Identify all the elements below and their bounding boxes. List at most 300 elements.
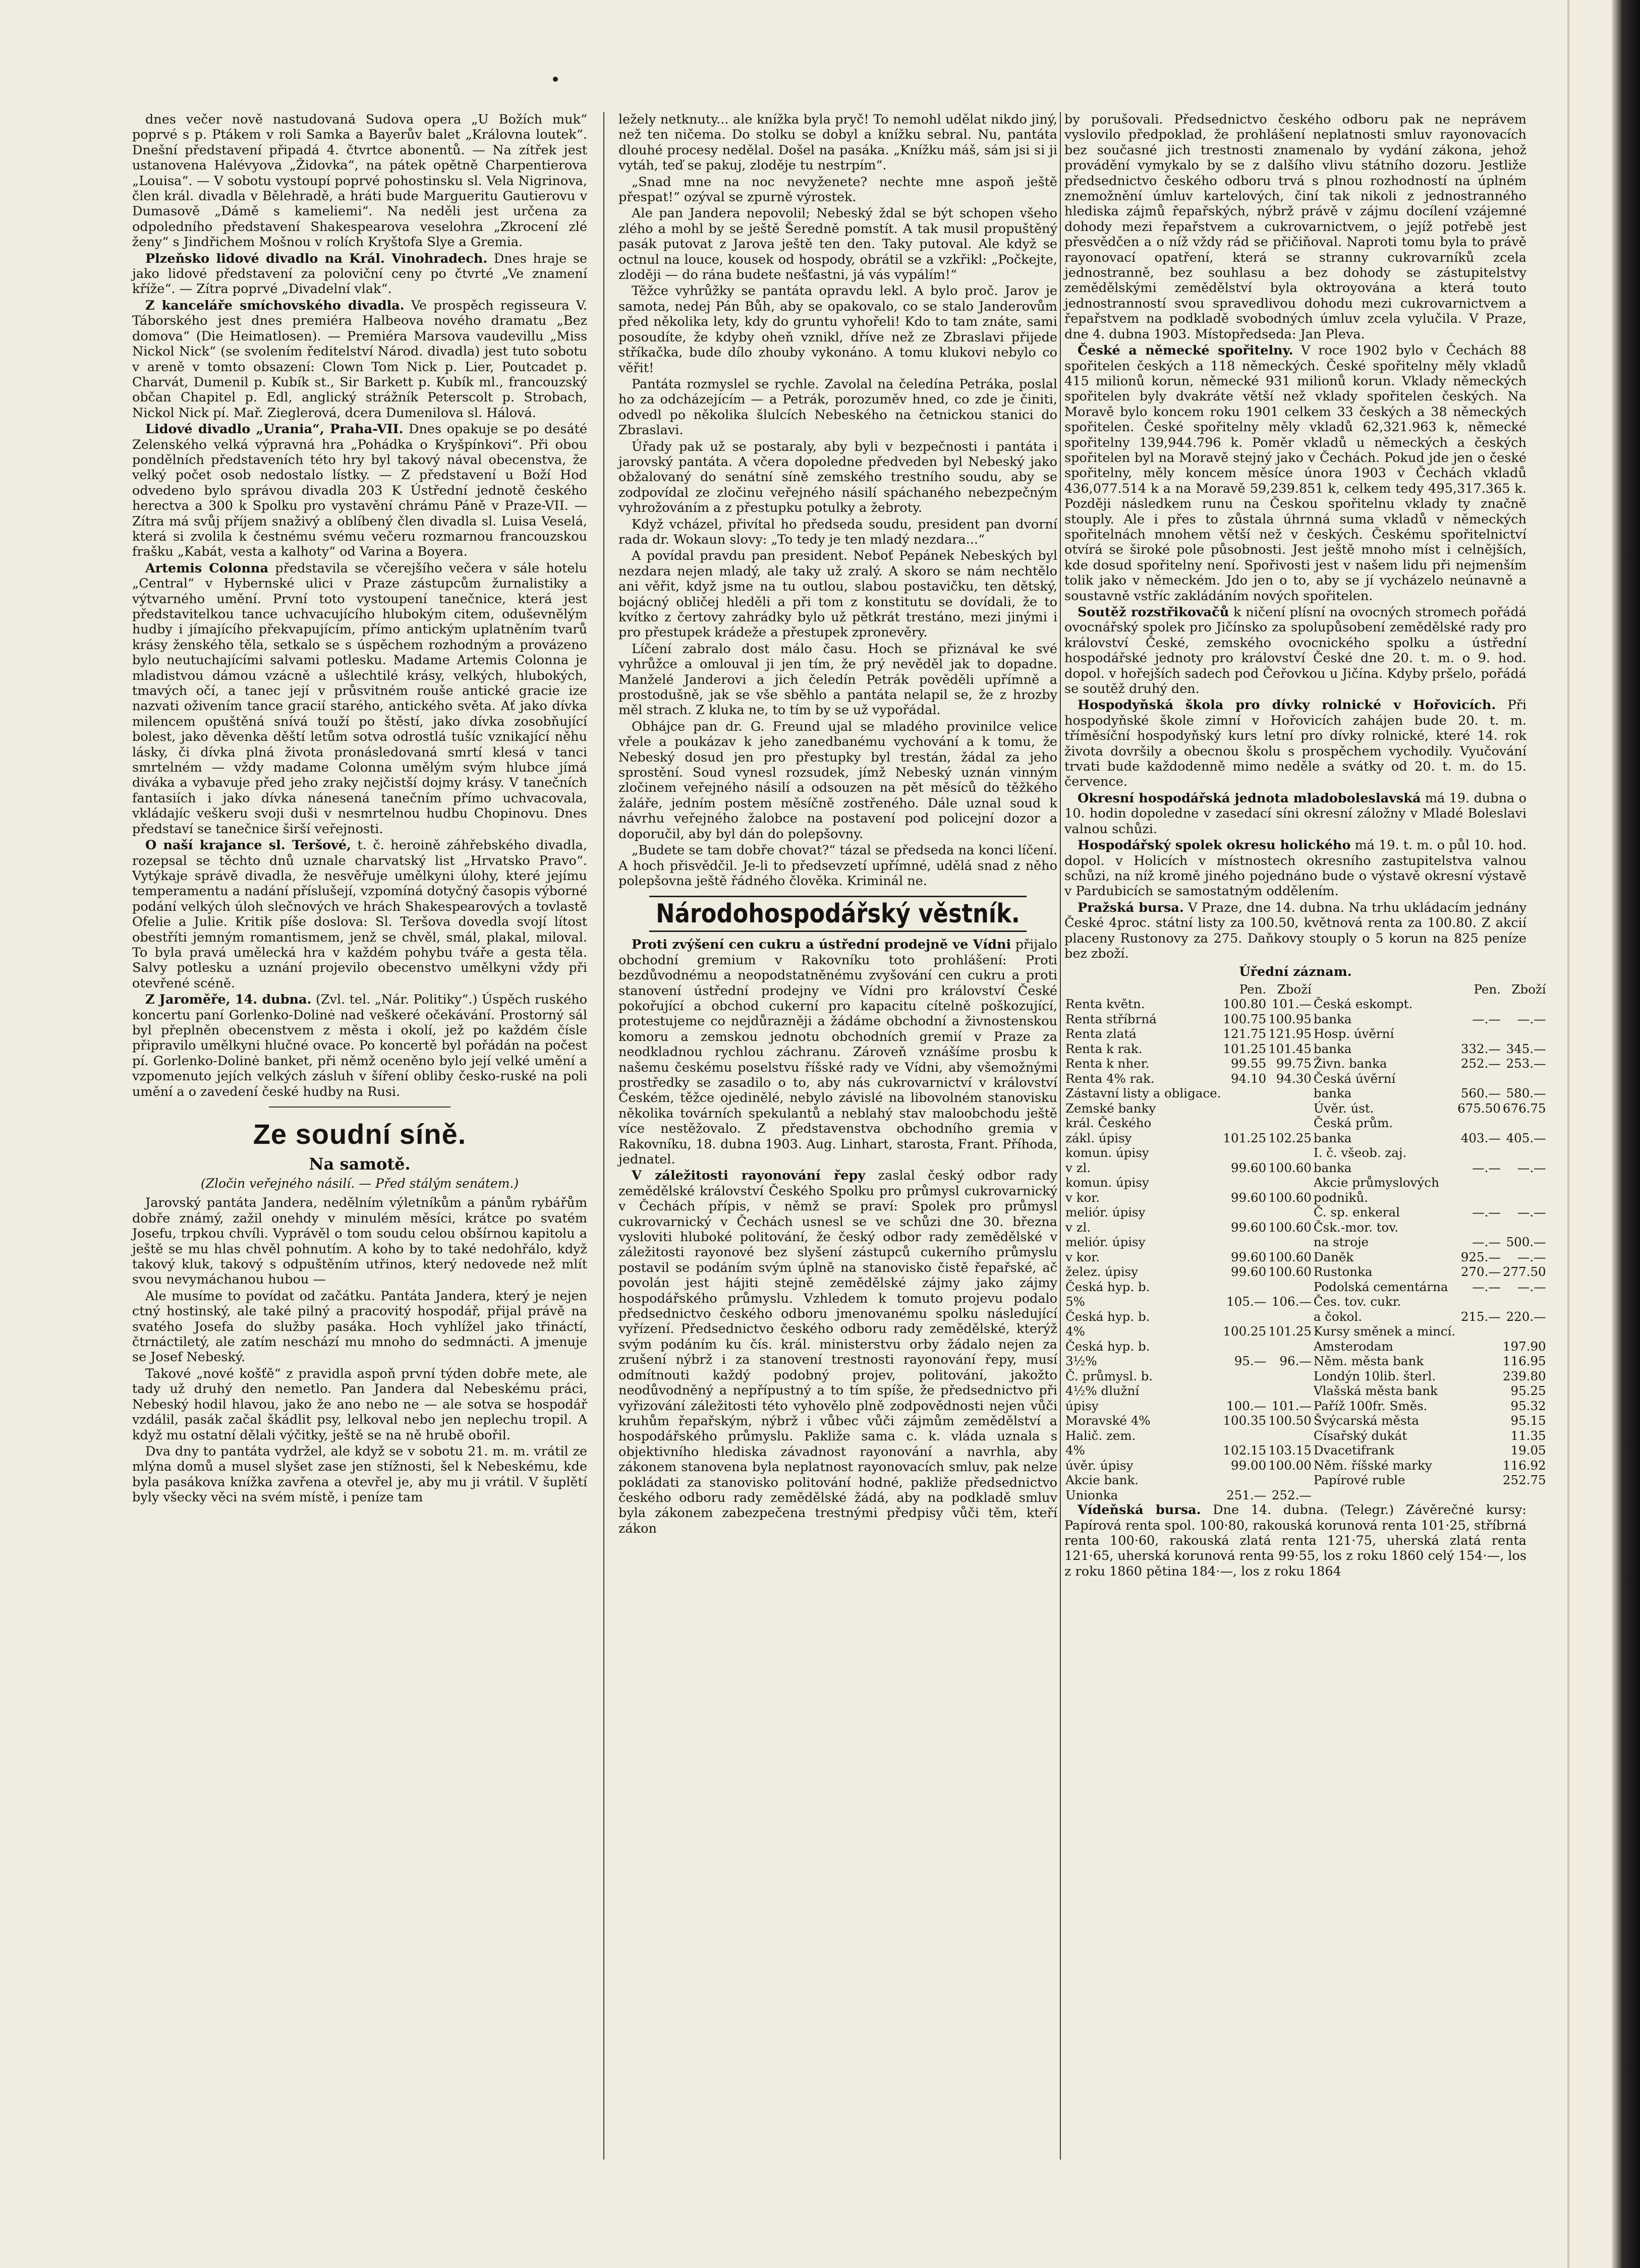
table-cell: 252.75	[1502, 1473, 1546, 1488]
table-row	[1064, 1309, 1547, 1324]
table-cell	[1456, 1324, 1502, 1339]
paragraph-lead: České a německé spořitelny.	[1078, 343, 1293, 359]
table-cell	[1222, 1280, 1267, 1295]
paragraph-lead: Soutěž rozstřikovačů	[1078, 605, 1229, 620]
table-cell: 3½%	[1065, 1354, 1097, 1369]
paragraph-lead: Okresní hospodářská jednota mladoboleslavská	[1078, 790, 1421, 806]
table-row	[1064, 1443, 1547, 1458]
paragraph-body: Při hospodyňské škole zimní v Hořovicích zahájen bude 20. t. m. tříměsíční hospodyňský kurs letní pro dívky rolnické, které 14. rok života dovršily a obecnou školu s prospěchem vychodily. Vyučování trvati bude každodenně mimo neděle a svátky od 20. t. m. do 15. července.	[1064, 697, 1526, 790]
paragraph-savings-banks	[1064, 343, 1526, 604]
paragraph-body: Ve prospěch regisseura V. Táborského jest dnes premiéra Halbeova nového dramatu „Bez domova“ (Die Heimatlosen). — Premiéra Marsova vaudevillu „Miss Nickol Nick“ (se svolením ředitelství Národ. divadla) jest tuto sobotu v areně v tomto obsazení: Clown Tom Nick p. Lier, Poutcadet p. Charvát, Dumenil p. Kubík st., Sir Barkett p. Kubík ml., francouzský občan Chapitel p. Edl, anglický strážník Peterscolt p. Strobach, Nickol Nick pí. Mař. Zieglerová, dcera Dumenilova sl. Hálová.	[132, 298, 587, 421]
table-cell	[1222, 1086, 1267, 1101]
table-cell: 100.35	[1223, 1413, 1267, 1428]
table-cell: —.—	[1517, 1011, 1546, 1026]
table-cell: meliór. úpisy	[1065, 1205, 1146, 1220]
table-cell: 675.50	[1457, 1100, 1501, 1116]
paragraph-sugar-prices	[618, 937, 1057, 1167]
paragraph-beet-rayon-cont: by porušovali. Předsednictvo českého odboru pak ne neprávem vyslovilo předpoklad, že prohlášení neplatnosti smluv rayonovacích bez současné jich trestnosti znamenalo by vydání zákona, jehož provádění vymykalo by se z dalšího vlivu státního dozoru. Jestliže předsednictvo českého odboru trvá s plnou rozhodností na úplném znemožnění úmluv kartelových, činí tak nikoli z jednostranného hlediska zájmů řepařských, nýbrž právě v zájmu docílení vzájemné dohody mezi řepařstvem a cukrovarnictvem, o jejíž potřebě jest přesvědčen a o níž vždy rád se přičiňoval. Naproti tomu byla to právě rayonovací opatření, která se stranny cukrovarníků zcela jednostranně, bez souhlasu a bez dohody se zástupitelstvy zemědělskými zemědělství byla oktroyována a která touto jednostranností svou spravedlivou dohodu mezi cukrovarnictvem a řepařstvem na podkladě svobodných úmluv zcela vylučila. V Praze, dne 4. dubna 1903. Místopředseda: Jan Pleva.	[1064, 112, 1526, 342]
article-subtitle: (Zločin veřejného násilí. — Před stálým senátem.)	[200, 1176, 519, 1191]
paragraph-body: Dnes hraje se jako lidové představení za poloviční ceny po čtvrté „Ve znamení kříže“. — Zítra poprvé „Divadelní vlak“.	[132, 251, 588, 297]
table-cell: 251.—	[1226, 1487, 1267, 1502]
table-row	[1064, 1235, 1547, 1250]
table-cell	[1267, 1235, 1313, 1250]
table-cell: banka	[1313, 1011, 1352, 1026]
table-cell	[1502, 997, 1547, 1012]
paragraph-mlada-boleslav	[1064, 791, 1526, 837]
article-paragraph: Ale musíme to povídat od začátku. Pantáta Jandera, který je nejen ctný hostinský, ale také pilný a pracovitý hospodář, přijal právě na svatého Josefa do služby pasáka. Hoch vyhlížel jako třináctí, čtrnáctiletý, ale zatím neschází mu mnoho do sedmnácti. A jmenuje se Josef Nebeský.	[132, 1288, 587, 1365]
table-cell: Akcie bank.	[1065, 1473, 1139, 1488]
article-paragraph: Když vcházel, přivítal ho předseda soudu, president pan dvorní rada dr. Wokaun slovy: „To tedy je ten mladý nezdara...“	[618, 516, 1057, 547]
table-cell	[1267, 1086, 1313, 1101]
table-cell: 101.25	[1223, 1041, 1267, 1056]
table-cell: Č. průmysl. b.	[1065, 1368, 1153, 1383]
table-cell: želez. úpisy	[1065, 1264, 1138, 1280]
paragraph-body: Dnes opakuje se po desáté Zelenského velká výpravná hra „Pohádka o Kryšpínkovi“. Při obou pondělních představeních této hry byl takový nával obecenstva, že velký počet osob nedostalo lístky. — Z představení u Boží Hod odvedeno bylo správou divadla 203 K Ústřední jednotě českého herectva a 300 k Spolku pro vystavění chrámu Páně v Praze-VII. — Zítra má svůj příjem snaživý a oblíbený člen divadla sl. Luisa Veselá, která si zvolila k čestnému svému večeru rozmarnou francouzskou frašku „Kabát, vesta a kalhoty“ od Varina a Boyera.	[132, 422, 587, 560]
table-cell: I. č. všeob. zaj.	[1313, 1145, 1407, 1160]
table-cell	[1456, 1488, 1502, 1503]
article-paragraph: A povídal pravdu pan president. Neboť Pepánek Nebeských byl nezdara nejen mladý, ale taky už zralý. A skoro se nám nechtělo ani věřit, když jsme na tu outlou, slabou postavičku, ten dětský, bojácný obličej hleděli a při tom z konstitutu se dovídali, že to kvítko z čertovy zahrádky bylo už pětkrát trestáno, mezi jinými i pro přestupek krádeže a přestupek zpronevěry.	[618, 548, 1057, 641]
table-cell: 197.90	[1502, 1339, 1546, 1354]
table-title: Úřední záznam.	[1239, 964, 1352, 980]
paragraph-smichov-theatre	[132, 298, 587, 421]
table-cell: 106.—	[1271, 1294, 1312, 1309]
table-cell: v zl.	[1065, 1160, 1091, 1175]
paragraph-lead: Plzeňsko lidové divadlo na Král. Vinohradech.	[145, 251, 488, 266]
table-cell	[1267, 1428, 1313, 1443]
table-cell	[1313, 1488, 1456, 1503]
table-cell: —.—	[1472, 1235, 1501, 1250]
paragraph-household-school	[1064, 697, 1526, 789]
table-cell: Unionka	[1065, 1487, 1118, 1502]
table-cell	[1502, 1026, 1547, 1041]
paragraph-beet-rayon	[618, 1168, 1057, 1536]
table-cell: Česká hyp. b.	[1065, 1339, 1150, 1354]
paragraph-opera-news: dnes večer nově nastudovaná Sudova opera „U Božích muk“ poprvé s p. Ptákem v roli Samka a Bayerův balet „Královna loutek“. Dnešní představení připadá 4. čtvrtce abonentů. — Na zítřek jest ustanovena Halévyova „Židovka“, na pátek opětně Charpentierova „Louisa“. — V sobotu vystoupí poprvé pohostinsku sl. Vela Nigrinova, člen král. divadla v Bělehradě, a hráti bude Margueritu Gautierovu v Dumasově „Dámě s kameliemi“. Na neděli jest určena za odpoledního představení Shakespearova veselohra „Zkrocení zlé ženy“ s Jindřichem Mošnou v rolích Kryštofa Slye a Gremia.	[132, 112, 587, 250]
table-header-cell: Zboží	[1511, 981, 1546, 997]
paragraph-lead: Vídeňská bursa.	[1078, 1502, 1201, 1518]
paragraph-vinohrady-theatre	[132, 251, 587, 297]
table-cell: 580.—	[1506, 1086, 1546, 1101]
paragraph-body: představila se včerejšího večera v sále hotelu „Central“ v Hybernské ulici v Praze zástupcům žurnalistiky a výtvarného umění. První toto vystoupení tanečnice, která jest představitelkou tance uchvacujícího hlubokým citem, oduševnělým hudby i jímajícího překvapujícím, přímo antickým uplatněním tvarů krásy ženského těla, setkalo se s úspěchem rozhodným a provázeno bylo neutuchajícími salvami potlesku. Madame Artemis Colonna je mladistvou dámou vzácně a ušlechtilé krásy, velkých, hlubokých, tmavých očí, a tanec její v průsvitném rouše antické gracie ize nazvati oživením tance gracií starého, antického světa. Ať jako dívka milencem opuštěná snívá touží po štěstí, jako dívka zosobňující bolest, jako děvenka děští letům sotva odrostlá tušíc vznikající něhu lásky, či dívka plná života pronásledovaná smrtí klesá v tanci smrtelném — vždy madame Colonna umělým svým hlubce jímá divákа a vybavuje před jeho zraky nejčistší dojmy krásy. V tanečních fantasiích i jako dívka nánesená tanečním přímo uchvacovala, vkládajíc veškeru svoji duši v nesmrtelnou hudbu Chopinovu. Dnes představí se tanečnice širší veřejnosti.	[132, 560, 588, 837]
table-cell: Česká hyp. b.	[1065, 1279, 1150, 1294]
table-cell: 220.—	[1506, 1309, 1546, 1324]
table-cell	[1502, 1116, 1547, 1131]
table-cell: 925.—	[1460, 1249, 1501, 1264]
table-cell: 403.—	[1460, 1130, 1501, 1145]
table-cell: 253.—	[1506, 1056, 1546, 1071]
paragraph-lead: Pražská bursa.	[1078, 900, 1184, 915]
table-row	[1064, 1012, 1547, 1027]
table-cell: 99.55	[1231, 1056, 1267, 1071]
table-cell	[1456, 1145, 1502, 1160]
table-cell: 676.75	[1502, 1100, 1546, 1116]
table-cell: Renta k rak.	[1065, 1041, 1143, 1056]
table-cell	[1267, 1339, 1313, 1354]
table-cell: 277.50	[1502, 1264, 1546, 1280]
table-cell: —.—	[1517, 1249, 1546, 1264]
table-cell	[1456, 1071, 1502, 1086]
table-cell: 99.60	[1231, 1249, 1267, 1264]
paragraph-lead: Proti zvýšení cen cukru a ústřední prodejně ve Vídni	[632, 937, 1011, 953]
table-cell: 99.00	[1231, 1458, 1267, 1473]
table-cell: 99.60	[1231, 1219, 1267, 1235]
table-cell: Renta 4% rak.	[1065, 1071, 1155, 1086]
paragraph-vienna-bourse	[1064, 1502, 1526, 1579]
table-cell: 100.60	[1268, 1264, 1312, 1280]
table-cell: Renta stříbrná	[1065, 1011, 1157, 1026]
table-cell: 100.—	[1226, 1398, 1267, 1413]
table-row	[1064, 1383, 1547, 1399]
table-cell: Papírové ruble	[1313, 1473, 1405, 1488]
paragraph-body: (Zvl. tel. „Nár. Politiky“.) Úspěch ruského koncertu paní Gorlenko-Dolinė nad veškeré očekávání. Prostorný sál byl přeplněn obecenstvem z města i okolí, jež po každém čísle připravilo umělkyni hlučné ovace. Po koncertě byl pořádán na počest pí. Gorlenko-Dolinė banket, při němž oceněno bylo její velké umění a vzpomenuto jejích velkých zásluh v šíření obliby česko-ruské na poli umění a o zavedení české hudby na Rusi.	[132, 992, 587, 1099]
column-rule	[1060, 112, 1061, 2160]
table-cell	[1267, 1175, 1313, 1190]
table-cell	[1267, 1101, 1313, 1116]
table-cell: Akcie průmyslových	[1313, 1175, 1439, 1190]
table-cell: Čes. tov. cukr.	[1313, 1294, 1401, 1309]
table-cell: Císařský dukát	[1313, 1428, 1407, 1443]
table-header-cell	[1313, 982, 1456, 997]
table-cell: Renta zlatá	[1065, 1026, 1137, 1041]
table-row	[1064, 1428, 1547, 1443]
table-cell: Čsk.-mor. tov.	[1313, 1219, 1399, 1235]
table-cell: komun. úpisy	[1065, 1145, 1149, 1160]
table-cell: 215.—	[1460, 1309, 1501, 1324]
bourse-table	[1064, 982, 1547, 1503]
table-cell: 100.50	[1268, 1413, 1312, 1428]
table-cell: Zemské banky	[1065, 1100, 1156, 1116]
table-cell	[1456, 1175, 1502, 1190]
table-header-cell: Pen.	[1239, 981, 1267, 997]
table-cell: 116.95	[1502, 1354, 1546, 1369]
table-cell: Paříž 100fr. Směs.	[1313, 1398, 1428, 1413]
table-cell: 560.—	[1460, 1086, 1501, 1101]
table-cell: podniků.	[1313, 1190, 1369, 1205]
table-header-cell	[1064, 982, 1222, 997]
table-cell: Kursy směnek a mincí.	[1313, 1324, 1456, 1339]
table-row	[1064, 1041, 1547, 1057]
article-paragraph: Úřady pak už se postaraly, aby byli v bezpečnosti i pantáta i jarovský pantáta. A včera dopoledne předveden byl Nebeský jako obžalovaný do senátní síně zemského trestního soudu, aby se zodpovídal ze zločinu veřejného násilí spáchaného nebezpečným vyhrožováním a z přestupku potulky a žebroty.	[618, 439, 1057, 516]
table-cell	[1222, 1101, 1267, 1116]
paragraph-body: k ničení plísní na ovocných stromech pořádá ovocnářský spolek pro Jičínsko za spolupůsobení zemědělské rady pro království České, zemského ovocnického spolku a ústřední hospodářské jednoty pro království České dne 20. t. m. o 9. hod. dopol. v hořejších sadech pod Čeřovkou u Jičína. Kdyby pršelo, pořádá se soutěž druhý den.	[1064, 605, 1526, 697]
table-cell: král. Českého	[1065, 1116, 1152, 1131]
table-cell: Č. sp. enkeral	[1313, 1205, 1400, 1220]
table-cell: Podolská cementárna	[1313, 1279, 1448, 1294]
table-cell: Hosp. úvěrní	[1313, 1026, 1394, 1041]
table-cell: Zástavní listy a obligace.	[1065, 1086, 1221, 1101]
table-cell: 100.80	[1223, 997, 1267, 1012]
table-cell: —.—	[1472, 1205, 1501, 1220]
article-paragraph: Ale pan Jandera nepovolil; Nebeský ždal se být schopen všeho zlého a mohl by se ještě Šeredně pomstít. A tak musil propuštěný pasák putovat z Jarova ještě ten den. Taky putoval. Ale když se octnul na louce, kousek od hospody, obrátil se a vzkřikl: „Počkejte, zloději — do rána budete nešťastni, já vás vypálím!“	[618, 206, 1057, 283]
table-cell: 101.—	[1271, 997, 1312, 1012]
table-cell: 99.60	[1231, 1160, 1267, 1175]
table-cell: 4½% dlužní	[1065, 1383, 1140, 1399]
paragraph-body: zaslal český odbor rady zemědělské království Českého Spolku pro průmysl cukrovarnický v Čechách přípis, v němž se praví: Spolek pro průmysl cukrovarnický v Čechách usnesl se ve schůzi dne 30. března vysloviti hluboké politování, že český odbor rady zemědělské v záležitosti rayonové bez slyšení zástupců cukerního průmyslu postavil se podáním svým úplně na stanovisko čistě řepařské, ač povolán jest hájiti stejně zemědělské zájmy jako zájmy hospodářského průmyslu. Vzhledem k tomuto projevu podalo předsednictvo českého odboru jmenovanému spolku následující vyřízení. Předsednictvo českého odboru rady zemědělské, kterýž svým podáním ku čís. král. ministerstvu orby žádalo nejen za zrušení nýbrž i za stanovení trestnosti rayonování řepy, musí odmítnouti každý podobný projev, politování, jakožto neodůvodněný a nepřípustný a to tím spíše, že předsednictvo při vyřizování záležitosti této vyhovělo plně zodpovědnosti nejen vůči kruhům řepařským, nýbrž i vůbec vůči zájmům zemědělství a hospodářského průmyslu. Pakliže sama c. k. vláda uznala s objektivního hlediska závadnost rayonování a navrhla, aby zákonem stanovena byla neplatnost rayonovacích smluv, pak nelze pokládati za stanovisko politování hodné, pakliže předsednictvo českého odboru rady zemědělské žádá, aby na podkladě smluv byla zákonem zabezpečena trestnými předpisy vůči těm, kteří zákon	[618, 1168, 1057, 1536]
table-cell	[1456, 1294, 1502, 1309]
table-cell: 101.—	[1271, 1398, 1312, 1413]
table-row	[1064, 1458, 1547, 1473]
paragraph-jaromer-concert	[132, 992, 587, 1099]
table-row	[1064, 1280, 1547, 1295]
paragraph-lead: Z Jaroměře, 14. dubna.	[145, 992, 312, 1008]
table-cell	[1267, 1369, 1313, 1384]
table-cell: 102.15	[1223, 1443, 1267, 1458]
table-cell	[1456, 1428, 1502, 1443]
paragraph-body: má 19. dubna o 10. hodin dopoledne v zasedací síni okresní záložny v Mladé Boleslavi valnou schůzi.	[1064, 790, 1526, 837]
table-cell: banka	[1313, 1086, 1352, 1101]
table-header-row	[1064, 982, 1547, 997]
table-cell: Renta k nher.	[1065, 1056, 1150, 1071]
table-cell: 94.10	[1231, 1071, 1267, 1086]
paragraph-body: t. č. heroině záhřebského divadla, rozepsal se těchto dnů uznale charvatský list „Hrvatsko Pravo“. Vytýkaje správě divadla, že nesvěřuje umělkyni úlohy, které jejímu temperamentu a nadání příslušejí, vzpomíná dotyčný časopis výborné podání velkých úloh slečnových ve hrách Shakespearových a tovlastě Ofelie a Julie. Kritik píše doslova: Sl. Teršova dovedla svojí lítost obestříti jemným romantismem, jenž se chvěl, smál, plakal, miloval. To byla pravá umělecká hra v každém pohybu tváře a gesta těla. Salvy potlesku a uznání projevilo obecenstvo umělkyni vždy při otevřené scéně.	[132, 838, 587, 991]
paragraph-body: má 19. t. m. o půl 10. hod. dopol. v Holicích v místnostech okresního zastupitelstva valnou schůzi, na níž kromě jiného pojednáno bude o výstavě okresní výstavě v Pardubicích se samostatným oddělením.	[1064, 838, 1527, 899]
table-cell: 116.92	[1502, 1458, 1546, 1473]
table-cell: Halič. zem.	[1065, 1428, 1136, 1443]
table-cell	[1267, 1473, 1313, 1488]
table-cell: 4%	[1065, 1324, 1085, 1339]
scan-dark-edge	[1612, 0, 1640, 2268]
table-cell: 270.—	[1460, 1264, 1501, 1280]
table-cell: 100.95	[1268, 1011, 1312, 1026]
table-cell: 100.75	[1223, 1011, 1267, 1026]
table-cell	[1456, 997, 1502, 1012]
table-cell	[1267, 1383, 1313, 1399]
table-row	[1064, 1324, 1547, 1339]
section-title-economy: Národohospodářský věstník.	[649, 896, 1027, 932]
table-cell	[1222, 1116, 1267, 1131]
article-paragraph: „Snad mne na noc nevyženete? nechte mne aspoň ještě přespat!“ ozýval se zpurně výrostek.	[618, 174, 1057, 205]
table-cell: 101.25	[1268, 1324, 1312, 1339]
section-title-court: Ze soudní síně.	[253, 1118, 467, 1150]
table-cell	[1456, 1220, 1502, 1235]
article-paragraph: ležely netknuty... ale knížka byla pryč! To nemohl udělat nikdo jiný, než ten ničema. Do stolku se dobyl a knížku sebral. Nu, pantáta dlouhé procesy nedělal. Došel na pasáka. „Knížku máš, sám jsi si ji vytáh, teď se pakuj, zloděje tu nestrpím“.	[618, 112, 1057, 173]
table-cell: Něm. říšské marky	[1313, 1458, 1432, 1473]
table-cell: 100.60	[1268, 1249, 1312, 1264]
table-cell: zákl. úpisy	[1065, 1130, 1132, 1145]
paragraph-lead: Lidové divadlo „Urania“, Praha-VII.	[145, 422, 404, 437]
table-row	[1064, 1339, 1547, 1354]
table-cell	[1456, 1383, 1502, 1399]
table-row	[1064, 1399, 1547, 1414]
table-cell: Živn. banka	[1313, 1056, 1387, 1071]
table-cell: a čokol.	[1313, 1309, 1362, 1324]
table-cell	[1502, 1145, 1547, 1160]
table-cell	[1222, 1309, 1267, 1324]
table-cell	[1222, 1369, 1267, 1384]
paragraph-lead: Hospodyňská škola pro dívky rolnické v Hořovicích.	[1078, 697, 1496, 713]
table-row	[1064, 1101, 1547, 1116]
paragraph-body: přijalo obchodní gremium v Rakovníku toto prohlášení: Proti bezdůvodnému a neopodstatněnému zvyšování cen cukru a proti stanovení ústřední prodejny ve Vídni pro království České pokořující a obchod cukerní pro kapacitu cítelně poškozující, protestujeme co nejdůrazněji a žádáme obchodní a živnostenskou komoru a zemskou jednotu obchodních gremií v Praze za neodkladnou rychlou záchranu. Zároveň vznášíme prosbu k našemu českému poselstvu říšské rady ve Vídni, aby všemožnými prostředky se zasadilo o to, aby nás cukrovarnictví v království Českém, těžce ojedinělé, nebylo závislé na libovolném stanovisku několika továrních spekulantů a neblahý stav maloobchodu ještě více nestěžovalo. Z představenstva obchodního gremia v Rakovníku, 18. dubna 1903. Aug. Linhart, starosta, Frant. Příhoda, jednatel.	[618, 937, 1058, 1167]
table-row	[1064, 1131, 1547, 1146]
table-cell: —.—	[1517, 1160, 1546, 1175]
column-court-and-economy	[618, 112, 1057, 2230]
table-cell: na stroje	[1313, 1235, 1369, 1250]
table-row	[1064, 1488, 1547, 1503]
table-cell	[1267, 1309, 1313, 1324]
paragraph-lead: V záležitosti rayonování řepy	[632, 1168, 866, 1184]
table-cell	[1267, 1145, 1313, 1160]
paragraph-lead: Z kanceláře smíchovského divadla.	[145, 298, 405, 313]
table-cell: Dvacetifrank	[1313, 1443, 1394, 1458]
table-cell: Česká hyp. b.	[1065, 1309, 1150, 1324]
paragraph-lead: Hospodářský spolek okresu holického	[1078, 838, 1351, 853]
table-cell	[1267, 1280, 1313, 1295]
table-cell: v kor.	[1065, 1190, 1100, 1205]
paragraph-body: V roce 1902 bylo v Čechách 88 spořitelen českých a 118 německých. České spořitelny měly vkladů 415 milionů korun, německé 931 milionů korun. Vklady německých spořitelen byly dvakráte větší než vklady spořitelen českých. Na Moravě bylo koncem roku 1901 celkem 33 českých a 38 německých spořitelen. České spořitelny měly vkladů 62,321.963 k, německé spořitelny 139,944.796 k. Poměr vkladů u německých a českých spořitelen byl na Moravě stejný jako v Čechách. Pokud jde jen o české spořitelny, měly koncem měsíce února 1903 v Čechách vkladů 436,077.514 k a na Moravě 59,239.851 k, celkem tedy 495,317.365 k. Později následkem runu na Českou spořitelnu vklady ty značně stouply. Ale i přes to zůstala úhrnná suma vkladů v německých spořitelnách mnohem větší než v českých. Českému spořitelnictví otvírá se široké pole působnosti. Jest ještě mnoho míst i celnějších, kde dosud spořitelny není. Spořivosti jest v našem lidu při nejmenším tolik jako v německém. Jdo jen o to, aby se jí vycházelo neúnavně a soustavně vstříc zakládáním nových spořitelen.	[1064, 343, 1526, 604]
table-cell: 101.45	[1268, 1041, 1312, 1056]
table-cell: 121.75	[1223, 1026, 1267, 1041]
column-economy-and-bourse	[1064, 112, 1546, 2230]
table-cell	[1456, 1458, 1502, 1473]
table-cell: 332.—	[1460, 1041, 1501, 1056]
table-cell	[1502, 1175, 1547, 1190]
table-cell: Něm. města bank	[1313, 1354, 1424, 1369]
table-cell: 500.—	[1506, 1235, 1546, 1250]
table-row	[1064, 1294, 1547, 1309]
table-cell	[1456, 1116, 1502, 1131]
table-cell	[1267, 1205, 1313, 1220]
table-cell	[1456, 1443, 1502, 1458]
table-cell	[1502, 1220, 1547, 1235]
table-cell	[1222, 1383, 1267, 1399]
table-cell: banka	[1313, 1130, 1352, 1145]
table-cell: Renta květn.	[1065, 997, 1145, 1012]
table-cell	[1456, 1473, 1502, 1488]
table-cell: komun. úpisy	[1065, 1175, 1149, 1190]
table-cell: 4%	[1065, 1443, 1085, 1458]
table-cell: 5%	[1065, 1294, 1085, 1309]
table-cell: Česká úvěrní	[1313, 1071, 1396, 1086]
table-cell	[1222, 1428, 1267, 1443]
table-cell: 99.60	[1231, 1264, 1267, 1280]
table-cell: 102.25	[1268, 1130, 1312, 1145]
table-row	[1064, 1264, 1547, 1280]
table-row	[1064, 997, 1547, 1012]
table-cell: 252.—	[1271, 1487, 1312, 1502]
table-cell: Vlašská města bank	[1313, 1383, 1438, 1399]
paragraph-body: Dne 14. dubna. (Telegr.) Závěrečné kursy: Papírová renta spol. 100·80, rakouská korunová renta 101·25, stříbrná renta 100·60, rakouská zlatá renta 121·75, uherská zlatá renta 121·65, uherská korunová renta 99·55, los z roku 1860 celý 154·—, los z roku 1860 pětina 184·—, los z roku 1864	[1064, 1502, 1526, 1579]
table-cell	[1502, 1324, 1547, 1339]
table-cell	[1456, 1399, 1502, 1414]
table-cell: 101.25	[1223, 1130, 1267, 1145]
table-cell	[1222, 1339, 1267, 1354]
table-cell	[1502, 1190, 1547, 1205]
table-cell	[1456, 1026, 1502, 1041]
table-cell: 95.32	[1510, 1398, 1546, 1413]
table-cell	[1456, 1413, 1502, 1428]
table-row	[1064, 1145, 1547, 1160]
article-paragraph: Takové „nové košťě“ z pravidla aspoň první týden dobře mete, ale tady už druhý den nemetlo. Pan Jandera dal Nebeskému práci, Nebeský hodil hlavou, jako že ano nebo ne — ale sotva se hospodář vzdálil, pasák začal škádlit psy, lelkoval nebo jen neplechu tropil. A když mu ostatní dělali výčitky, ještě se na ně hrubě obořil.	[132, 1366, 587, 1443]
table-cell	[1456, 1339, 1502, 1354]
paragraph-lead: O naší krajance sl. Teršové,	[145, 838, 352, 853]
article-paragraph: Těžce vyhrůžky se pantáta opravdu lekl. A bylo proč. Jarov je samota, nedej Pán Bůh, aby se opakovalo, co se stalo Janderovům před několika lety, kdy do gruntu vyhořeli! Kdo to tam znáte, sami posoudíte, že kdyby oheň vznikl, dříve než ze Zbraslavi přijede stříkačka, bude dílo zhouby vykonáno. A tomu klukovi nebylo co věřit!	[618, 283, 1057, 376]
paragraph-urania-theatre	[132, 422, 587, 560]
table-cell: —.—	[1472, 1279, 1501, 1294]
article-title: Na samotě.	[309, 1154, 411, 1174]
table-row	[1064, 1056, 1547, 1071]
table-row	[1064, 1026, 1547, 1041]
table-row	[1064, 1250, 1547, 1265]
table-header-cell: Zboží	[1277, 981, 1312, 997]
table-cell: —.—	[1472, 1160, 1501, 1175]
paragraph-body: V Praze, dne 14. dubna. Na trhu ukládacím jednány České 4proc. státní listy za 100.50, květnová renta za 100.80. Z akcií placeny Rustonovy za 275. Daňkovy stouply o 5 korun na 825 peníze bez zboží.	[1064, 900, 1526, 961]
paragraph-sprayers	[1064, 605, 1526, 696]
table-cell: 19.05	[1510, 1443, 1546, 1458]
table-cell: Česká eskompt.	[1313, 997, 1413, 1012]
article-paragraph: Obhájce pan dr. G. Freund ujal se mladého provinilce velice vřele a poukázav k jeho zanedbanému vychování a k tomu, že Nebeský dosud jen pro přestupky byl trestán, žádal za jeho sprostění. Soud vynesl rozsudek, jímž Nebeský uznán vinným zločinem veřejného násilí a odsouzen na pět měsíců do těžkého žaláře, jedním postem měsíčně zostřeného. Dále uznal soud k návrhu veřejného žalobce na postavení pod policejní dozor a doporučil, aby byl dán do polepšovny.	[618, 719, 1057, 842]
table-cell	[1502, 1071, 1547, 1086]
table-cell: 95.25	[1510, 1383, 1546, 1399]
table-cell: 405.—	[1506, 1130, 1546, 1145]
table-cell	[1456, 1354, 1502, 1369]
page-dot-mark	[553, 77, 558, 82]
table-cell: banka	[1313, 1041, 1352, 1056]
paragraph-lead: Artemis Colonna	[145, 560, 268, 576]
paragraph-prague-bourse	[1064, 900, 1526, 962]
table-cell: Londýn 10lib. šterl.	[1313, 1368, 1436, 1383]
article-paragraph: Líčení zabralo dost málo času. Hoch se přiznával ke své vyhrůžce a omlouval ji jen tím, že prý nevěděl jak to dopadne. Manželé Janderovi a jich čeledín Petrák pověděli upřímně a prostodušně, jak se vše sběhlo a pantáta nelapil se, že z hrozby měl strach. Z kluka ne, to tím by se už vypořádal.	[618, 641, 1057, 718]
table-cell: 94.30	[1276, 1071, 1312, 1086]
table-cell: 239.80	[1502, 1368, 1546, 1383]
table-row	[1064, 1220, 1547, 1235]
paragraph-tersova	[132, 838, 587, 991]
table-cell: 96.—	[1279, 1354, 1312, 1369]
table-cell: 103.15	[1268, 1443, 1312, 1458]
table-cell	[1502, 1294, 1547, 1309]
article-paragraph: Jarovský pantáta Jandera, nedělním výletníkům a pánům rybářům dobře známý, zažil onehdy v minulém měsíci, krátce po svatém Josefu, trpkou chvíli. Vyprávěl o tom soudu celou obšírnou kapitolu a ještě se mu hlas chvěl pohnutím. A koho by to také nedohřálo, když takový kluk, takový s odpuštěním utřinos, který nedovede než mlít svou nevymáchanou hubou —	[132, 1195, 587, 1288]
table-row	[1064, 1354, 1547, 1369]
table-cell: meliór. úpisy	[1065, 1235, 1146, 1250]
table-cell: Úvěr. úst.	[1313, 1100, 1374, 1116]
table-cell: 252.—	[1460, 1056, 1501, 1071]
article-paragraph: Pantáta rozmyslel se rychle. Zavolal na čeledína Petráka, poslal ho za odcházejícím — a Petrák, porozuměv hned, co zde je činiti, odvedl po několika šlulcích Nebeského na četnickou stanici do Zbraslavi.	[618, 376, 1057, 438]
table-cell	[1222, 1205, 1267, 1220]
table-cell: v kor.	[1065, 1249, 1100, 1264]
table-cell: 11.35	[1510, 1428, 1546, 1443]
table-row	[1064, 1190, 1547, 1205]
table-row	[1064, 1086, 1547, 1101]
table-cell	[1222, 1473, 1267, 1488]
table-cell: úvěr. úpisy	[1065, 1458, 1134, 1473]
table-cell: —.—	[1517, 1205, 1546, 1220]
table-row	[1064, 1413, 1547, 1428]
scan-fold-line	[1567, 0, 1569, 2268]
table-cell: Amsterodam	[1313, 1339, 1393, 1354]
table-cell	[1456, 1190, 1502, 1205]
table-cell	[1456, 1369, 1502, 1384]
table-cell	[1222, 1175, 1267, 1190]
paragraph-artemis-colonna	[132, 561, 587, 837]
table-cell: 345.—	[1506, 1041, 1546, 1056]
table-row	[1064, 1205, 1547, 1220]
table-cell: Švýcarská města	[1313, 1413, 1419, 1428]
table-cell	[1502, 1488, 1547, 1503]
table-cell: 100.25	[1223, 1324, 1267, 1339]
table-cell: 100.60	[1268, 1190, 1312, 1205]
table-cell: 95.15	[1510, 1413, 1546, 1428]
column-theatre-and-court	[132, 112, 587, 2230]
table-row	[1064, 1175, 1547, 1190]
table-cell: —.—	[1472, 1011, 1501, 1026]
column-rule	[603, 112, 604, 2160]
table-cell: úpisy	[1065, 1398, 1099, 1413]
table-cell: 121.95	[1268, 1026, 1312, 1041]
table-cell	[1222, 1145, 1267, 1160]
table-cell: Moravské 4%	[1065, 1413, 1151, 1428]
table-row	[1064, 1369, 1547, 1384]
table-cell: Česká prům.	[1313, 1116, 1393, 1131]
table-cell	[1267, 1116, 1313, 1131]
